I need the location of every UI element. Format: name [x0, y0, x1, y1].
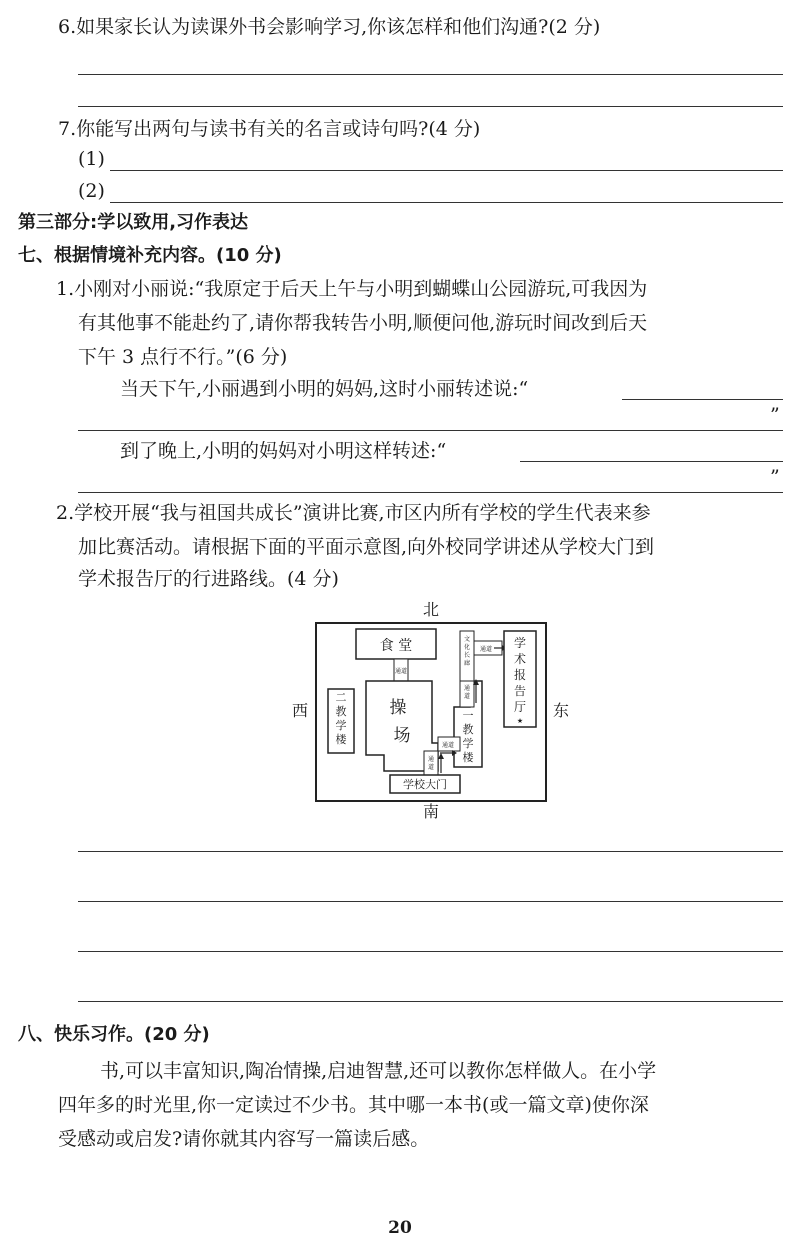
- north-label: 北: [422, 600, 440, 619]
- playground-label-2: 场: [393, 726, 411, 746]
- campus-map: [280, 595, 580, 825]
- east-label: 东: [552, 701, 570, 720]
- playground-label-1: 操: [389, 698, 407, 718]
- passage-label: 通: [427, 756, 435, 763]
- section-7-q1-line1: 1.小刚对小丽说:“我原定于后天上午与小明到蝴蝶山公园游玩,可我因为: [56, 278, 648, 300]
- campus-map-svg: [280, 595, 580, 825]
- culture-corridor-char: 化: [463, 644, 471, 651]
- section-7-q2-line2: 加比赛活动。请根据下面的平面示意图,向外校同学讲述从学校大门到: [78, 536, 655, 558]
- building-2-char: 学: [335, 719, 347, 732]
- section-7-q1-line2: 有其他事不能赴约了,请你帮我转告小明,顺便问他,游玩时间改到后天: [78, 312, 648, 334]
- section-8-line2: 四年多的时光里,你一定读过不少书。其中哪一本书(或一篇文章)使你深: [58, 1094, 649, 1116]
- answer-line[interactable]: [78, 430, 783, 431]
- culture-corridor-char: 文: [463, 636, 471, 643]
- section-8-line3: 受感动或启发?请你就其内容写一篇读后感。: [58, 1128, 430, 1150]
- section-8-heading: 八、快乐习作。(20 分): [18, 1024, 210, 1045]
- section-7-q1-prompt-a: 当天下午,小丽遇到小明的妈妈,这时小丽转述说:“: [120, 378, 529, 400]
- answer-line[interactable]: [78, 901, 783, 902]
- building-1-char: 教: [462, 723, 474, 736]
- section-8-line1: 书,可以丰富知识,陶冶情操,启迪智慧,还可以教你怎样做人。在小学: [100, 1060, 657, 1082]
- answer-line[interactable]: [520, 461, 783, 462]
- question-6-text: 6.如果家长认为读课外书会影响学习,你该怎样和他们沟通?(2 分): [58, 16, 601, 38]
- route-arrow-head: [438, 753, 444, 759]
- section-7-q2-line3: 学术报告厅的行进路线。(4 分): [78, 568, 339, 590]
- hall-char: 告: [513, 684, 527, 698]
- answer-line[interactable]: [78, 492, 783, 493]
- passage-label: 通道: [479, 646, 493, 653]
- building-2-char: 楼: [335, 733, 347, 746]
- passage-label: 道: [427, 764, 435, 771]
- passage: [424, 751, 438, 775]
- close-quote: ”: [770, 466, 780, 488]
- answer-line[interactable]: [78, 74, 783, 75]
- answer-line[interactable]: [78, 1001, 783, 1002]
- section-7-q2-line1: 2.学校开展“我与祖国共成长”演讲比赛,市区内所有学校的学生代表来参: [56, 502, 651, 524]
- hall-star: ★: [516, 717, 524, 725]
- hall-char: 术: [513, 652, 527, 666]
- west-label: 西: [291, 701, 309, 720]
- culture-corridor-char: 长: [463, 652, 471, 659]
- section-7-heading: 七、根据情境补充内容。(10 分): [18, 245, 282, 266]
- answer-line[interactable]: [110, 202, 783, 203]
- school-gate-label: 学校大门: [403, 778, 447, 791]
- question-7-text: 7.你能写出两句与读书有关的名言或诗句吗?(4 分): [58, 118, 481, 140]
- building-2-char: 二: [335, 691, 347, 704]
- hall-char: 学: [513, 636, 527, 650]
- south-label: 南: [422, 802, 440, 821]
- building-1-char: 一: [462, 709, 474, 722]
- passage-label: 通道: [394, 668, 408, 675]
- answer-line[interactable]: [622, 399, 783, 400]
- answer-line[interactable]: [78, 106, 783, 107]
- blank-label-1: (1): [78, 148, 105, 170]
- culture-corridor-char: 廊: [463, 660, 471, 667]
- passage-label: 通: [463, 685, 471, 692]
- section-7-q1-line3: 下午 3 点行不行。”(6 分): [78, 346, 288, 368]
- passage-label: 道: [463, 693, 471, 700]
- hall-char: 厅: [513, 700, 527, 714]
- section-7-q1-prompt-b: 到了晚上,小明的妈妈对小明这样转述:“: [120, 440, 447, 462]
- answer-line[interactable]: [78, 851, 783, 852]
- page-number: 20: [388, 1218, 412, 1238]
- part-3-heading: 第三部分:学以致用,习作表达: [18, 212, 249, 233]
- building-1-char: 楼: [462, 751, 474, 764]
- close-quote: ”: [770, 404, 780, 426]
- answer-line[interactable]: [110, 170, 783, 171]
- hall-char: 报: [513, 668, 527, 682]
- building-1-char: 学: [462, 737, 474, 750]
- canteen-label: 食 堂: [379, 638, 413, 654]
- building-2-char: 教: [335, 705, 347, 718]
- answer-line[interactable]: [78, 951, 783, 952]
- blank-label-2: (2): [78, 180, 105, 202]
- passage-label: 通道: [441, 742, 455, 749]
